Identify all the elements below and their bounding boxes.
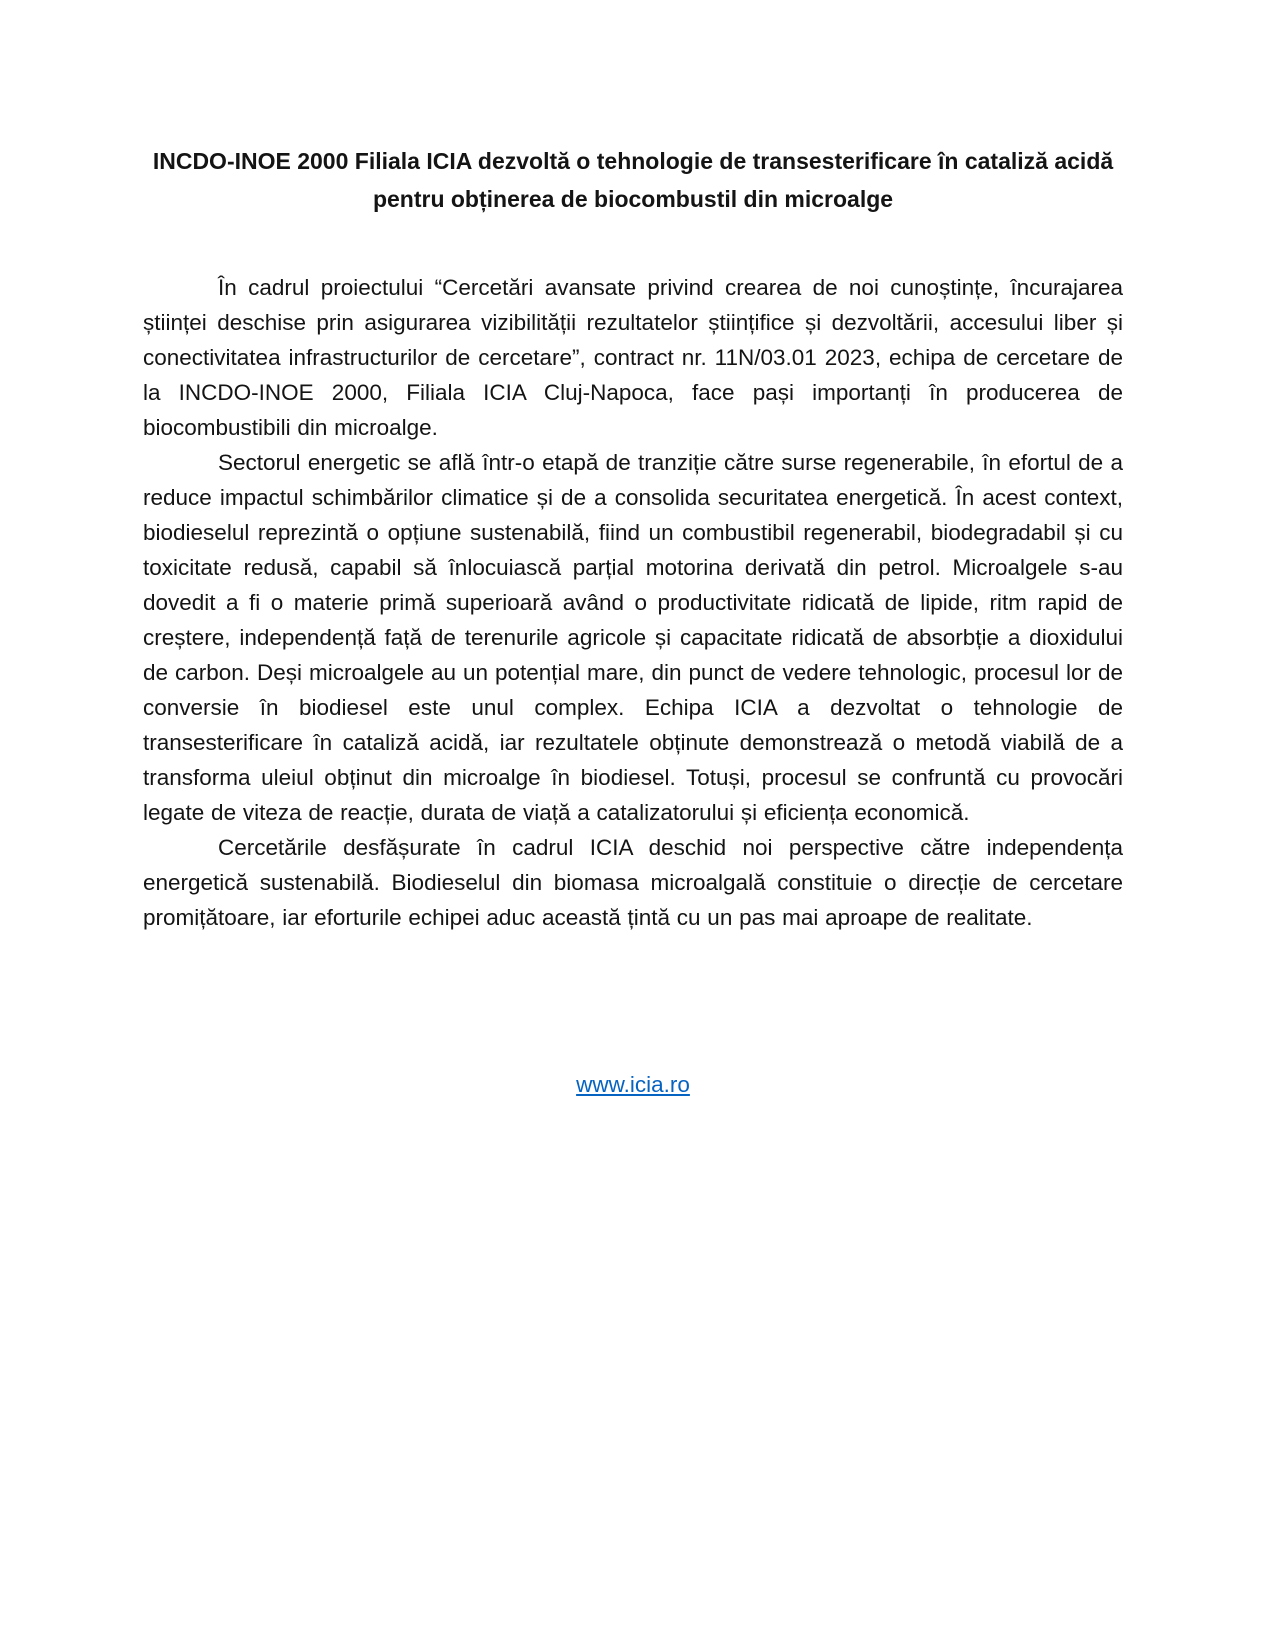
document-title-line-2: pentru obținerea de biocombustil din microalge <box>372 186 894 212</box>
document-title-line-1: INCDO-INOE 2000 Filiala ICIA dezvoltă o tehnologie de transesterificare în cataliză acidă <box>152 148 1114 174</box>
paragraph-research-outlook: Cercetările desfășurate în cadrul ICIA deschid noi perspective către independența energetică sustenabilă. Biodieselul din biomasa microalgală constituie o direcție de cercetare promițătoare, iar eforturile echipei aduc această țintă cu un pas mai aproape de realitate. <box>143 835 1123 930</box>
document-body <box>143 270 1123 935</box>
document-title <box>143 142 1123 218</box>
website-link[interactable]: www.icia.ro <box>576 1072 690 1097</box>
document-footer <box>143 1067 1123 1102</box>
paragraph-project-intro: În cadrul proiectului “Cercetări avansate privind crearea de noi cunoștințe, încurajarea științei deschise prin asigurarea vizibilității rezultatelor științifice și dezvoltării, accesului liber și conectivitatea infrastructurilor de cercetare”, contract nr. 11N/03.01 2023, echipa de cercetare de la INCDO-INOE 2000, Filiala ICIA Cluj-Napoca, face pași importanți în producerea de biocombustibili din microalge. <box>143 275 1123 440</box>
paragraph-energy-context: Sectorul energetic se află într-o etapă de tranziție către surse regenerabile, în efortul de a reduce impactul schimbărilor climatice și de a consolida securitatea energetică. În acest context, biodieselul reprezintă o opțiune sustenabilă, fiind un combustibil regenerabil, biodegradabil și cu toxicitate redusă, capabil să înlocuiască parțial motorina derivată din petrol. Microalgele s-au dovedit a fi o materie primă superioară având o productivitate ridicată de lipide, ritm rapid de creștere, independență față de terenurile agricole și capacitate ridicată de absorbție a dioxidului de carbon. Deși microalgele au un potențial mare, din punct de vedere tehnologic, procesul lor de conversie în biodiesel este unul complex. Echipa ICIA a dezvoltat o tehnologie de transesterificare în cataliză acidă, iar rezultatele obținute demonstrează o metodă viabilă de a transforma uleiul obținut din microalge în biodiesel. Totuși, procesul se confruntă cu provocări legate de viteza de reacție, durata de viață a catalizatorului și eficiența economică. <box>143 450 1123 825</box>
